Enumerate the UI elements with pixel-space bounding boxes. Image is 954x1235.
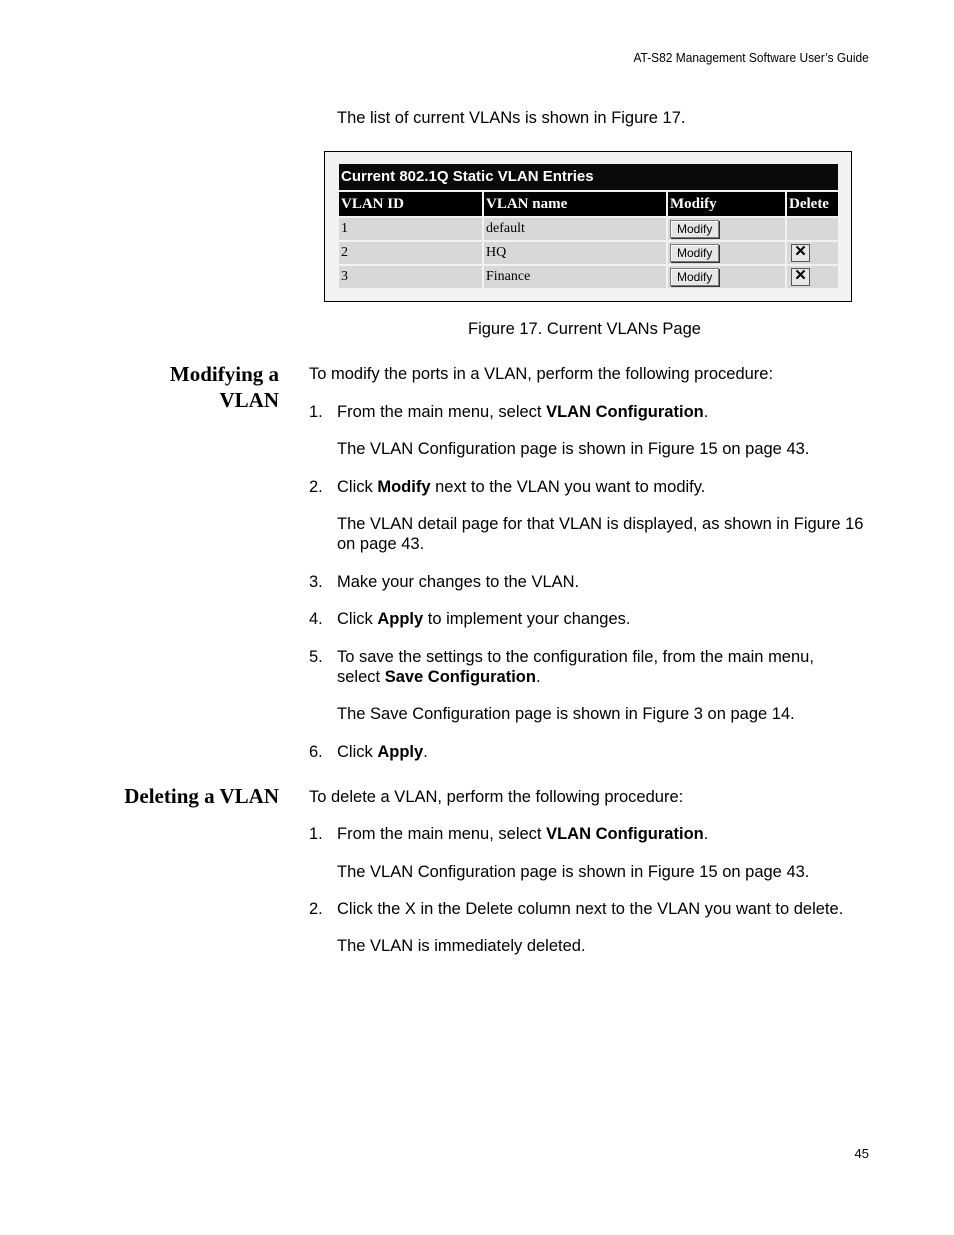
modify-heading xyxy=(170,361,279,413)
table-row xyxy=(339,217,838,241)
delete-x-icon[interactable]: ✕ xyxy=(791,268,810,286)
page-number: 45 xyxy=(854,1146,869,1161)
delete-intro: To delete a VLAN, perform the following procedure: xyxy=(309,788,684,806)
modify-button[interactable]: Modify xyxy=(670,268,719,286)
modify-button[interactable]: Modify xyxy=(670,220,719,238)
modify-intro: To modify the ports in a VLAN, perform the following procedure: xyxy=(309,365,774,383)
step-number: 2. xyxy=(309,900,323,918)
modify-step-3: Make your changes to the VLAN. xyxy=(337,573,580,591)
step-text: next to the VLAN you want to modify. xyxy=(430,478,706,496)
modify-cell xyxy=(667,241,786,265)
step-text: To save the settings to the configuration file, from the main menu, select xyxy=(337,648,814,686)
vlan-name-cell: Finance xyxy=(483,265,667,288)
step-text: . xyxy=(535,668,541,686)
modify-heading-line2: VLAN xyxy=(219,388,279,412)
button-name: Apply xyxy=(377,743,424,761)
vlan-name-cell: HQ xyxy=(483,241,667,265)
step-text: Click xyxy=(337,743,378,761)
table-row xyxy=(339,265,838,288)
step-text: Click xyxy=(337,478,378,496)
step-number: 3. xyxy=(309,573,323,591)
figure-intro: The list of current VLANs is shown in Figure 17. xyxy=(337,109,686,127)
step-number: 2. xyxy=(309,478,323,496)
col-delete: Delete xyxy=(786,192,838,217)
vlan-table xyxy=(339,192,838,288)
step-number: 1. xyxy=(309,403,323,421)
step-number: 4. xyxy=(309,610,323,628)
delete-cell xyxy=(786,217,838,241)
step-text: From the main menu, select xyxy=(337,825,547,843)
step-number: 6. xyxy=(309,743,323,761)
delete-step-2-note: The VLAN is immediately deleted. xyxy=(337,937,586,955)
delete-step-1-note: The VLAN Configuration page is shown in Figure 15 on page 43. xyxy=(337,863,810,881)
step-number: 1. xyxy=(309,825,323,843)
vlan-figure xyxy=(324,151,852,302)
step-number: 5. xyxy=(309,648,323,666)
modify-step-1-note: The VLAN Configuration page is shown in Figure 15 on page 43. xyxy=(337,440,810,458)
menu-name: VLAN Configuration xyxy=(546,825,704,843)
delete-cell xyxy=(786,265,838,288)
col-modify: Modify xyxy=(667,192,786,217)
modify-step-6 xyxy=(337,742,877,762)
modify-step-4 xyxy=(337,609,877,629)
col-vlan-name: VLAN name xyxy=(483,192,667,217)
step-text: . xyxy=(703,403,709,421)
modify-step-1 xyxy=(337,402,877,422)
vlan-name-cell: default xyxy=(483,217,667,241)
delete-heading: Deleting a VLAN xyxy=(124,784,279,808)
vlan-id-cell: 1 xyxy=(339,217,483,241)
modify-step-2-note: The VLAN detail page for that VLAN is displayed, as shown in Figure 16 on page 43. xyxy=(337,515,864,553)
modify-step-5 xyxy=(337,647,847,687)
vlan-id-cell: 3 xyxy=(339,265,483,288)
step-text: Click xyxy=(337,610,378,628)
delete-x-icon[interactable]: ✕ xyxy=(791,244,810,262)
modify-cell xyxy=(667,217,786,241)
delete-step-2: Click the X in the Delete column next to the VLAN you want to delete. xyxy=(337,900,844,918)
button-name: Apply xyxy=(377,610,424,628)
modify-heading-line1: Modifying a xyxy=(169,362,279,386)
step-text: to implement your changes. xyxy=(423,610,631,628)
modify-step-5-note: The Save Configuration page is shown in Figure 3 on page 14. xyxy=(337,705,795,723)
table-row xyxy=(339,241,838,265)
button-name: Modify xyxy=(377,478,431,496)
figure-caption: Figure 17. Current VLANs Page xyxy=(468,320,701,338)
step-text: . xyxy=(703,825,709,843)
col-vlan-id: VLAN ID xyxy=(339,192,483,217)
menu-name: Save Configuration xyxy=(384,668,536,686)
vlan-table-title: Current 802.1Q Static VLAN Entries xyxy=(339,164,838,190)
step-text: . xyxy=(423,743,428,761)
running-header: AT-S82 Management Software User’s Guide xyxy=(633,50,869,65)
vlan-id-cell: 2 xyxy=(339,241,483,265)
modify-button[interactable]: Modify xyxy=(670,244,719,262)
delete-cell xyxy=(786,241,838,265)
step-text: From the main menu, select xyxy=(337,403,547,421)
delete-step-1 xyxy=(337,824,877,844)
menu-name: VLAN Configuration xyxy=(546,403,704,421)
modify-step-2 xyxy=(337,477,877,497)
modify-cell xyxy=(667,265,786,288)
